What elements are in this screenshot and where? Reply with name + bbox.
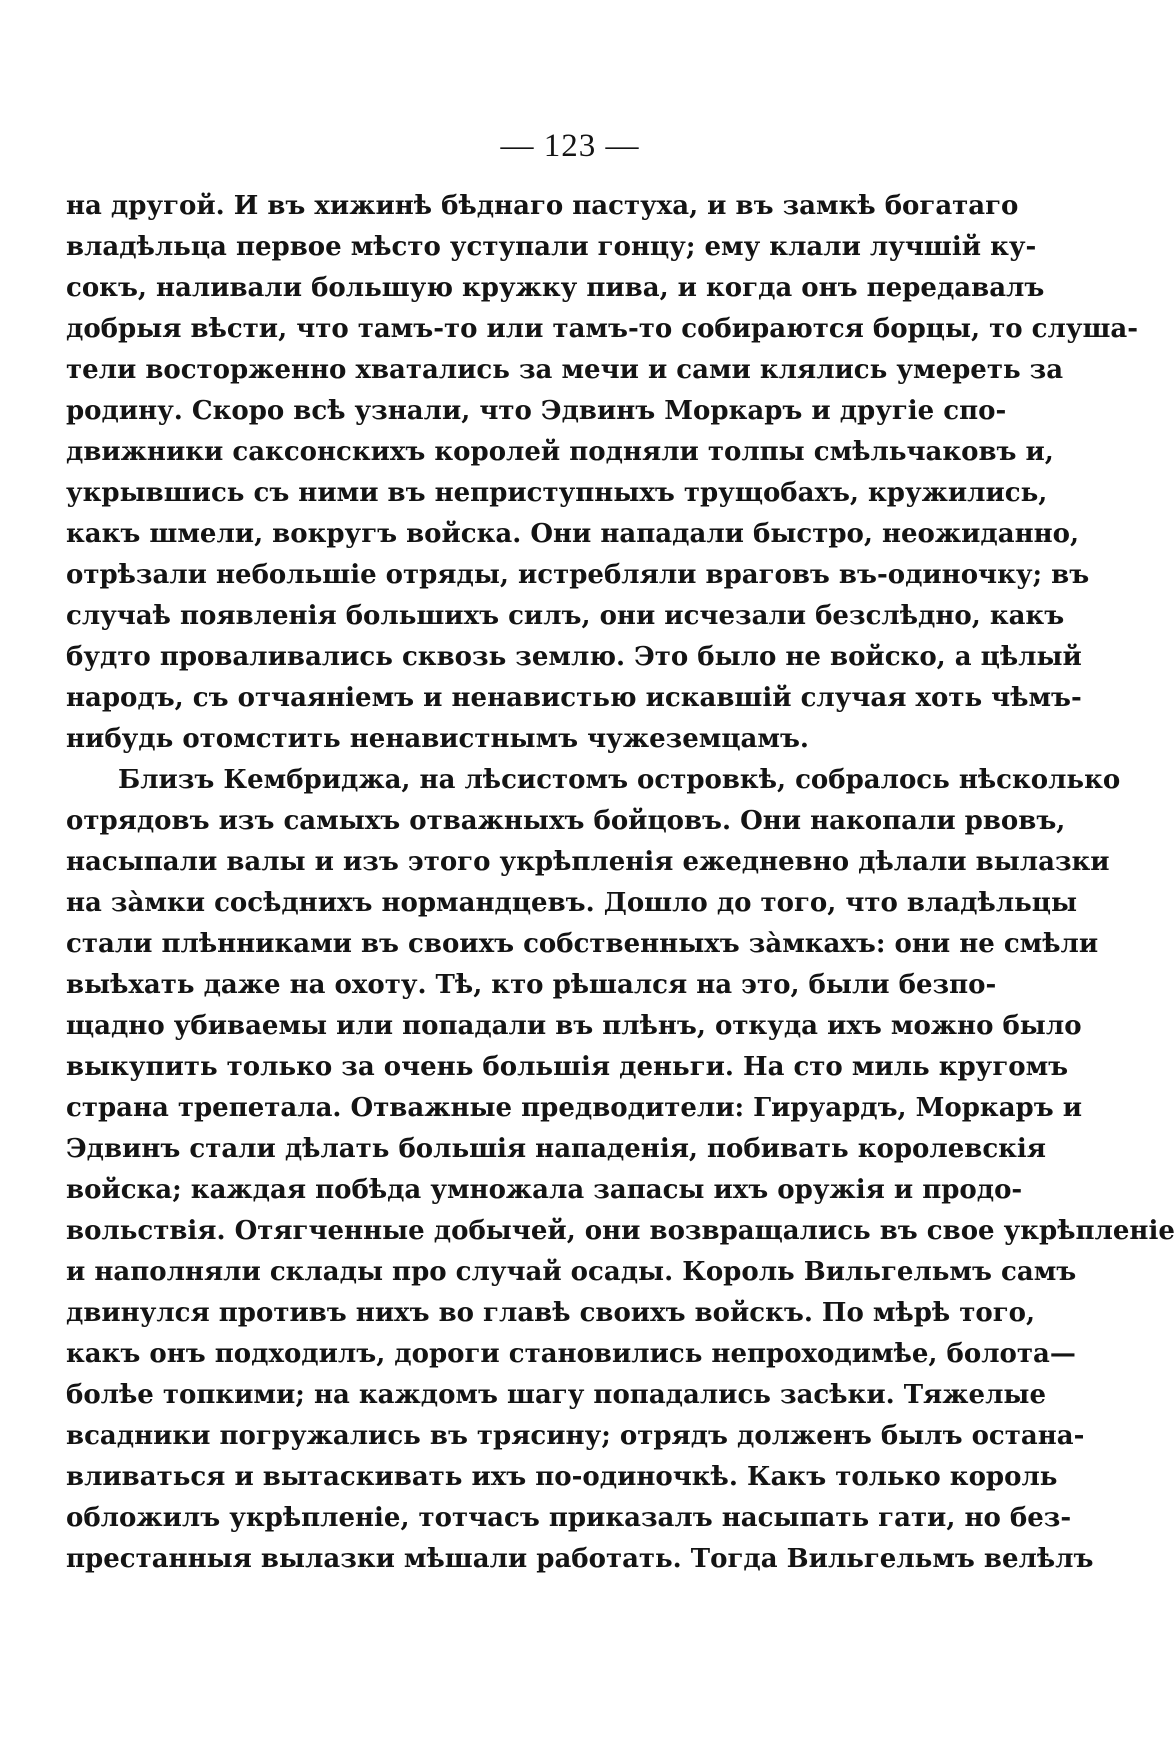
text-line: на зàмки сосѣднихъ нормандцевъ. Дошло до того, что владѣльцы (66, 888, 1078, 918)
paragraph-1 (66, 186, 1139, 760)
text-line: Эдвинъ стали дѣлать большія нападенія, побивать королевскія (66, 1134, 1047, 1164)
text-line: на другой. И въ хижинѣ бѣднаго пастуха, и въ замкѣ богатаго (66, 191, 1019, 221)
text-line: вольствія. Отягченные добычей, они возвращались въ свое укрѣпленіе (66, 1216, 1175, 1246)
text-line: вливаться и вытаскивать ихъ по-одиночкѣ. Какъ только король (66, 1462, 1058, 1492)
text-line: выѣхать даже на охоту. Тѣ, кто рѣшался на это, были безпо- (66, 970, 997, 1000)
text-line: нибудь отомстить ненавистнымъ чужеземцамъ. (66, 724, 809, 754)
paragraph-2 (66, 760, 1175, 1580)
text-line: двинулся противъ нихъ во главѣ своихъ войскъ. По мѣрѣ того, (66, 1298, 1036, 1328)
text-line: войска; каждая побѣда умножала запасы ихъ оружія и продо- (66, 1175, 1023, 1205)
text-line: какъ шмели, вокругъ войска. Они нападали быстро, неожиданно, (66, 519, 1080, 549)
text-line: сокъ, наливали большую кружку пива, и когда онъ передавалъ (66, 273, 1045, 303)
text-line: какъ онъ подходилъ, дороги становились непроходимѣе, болота— (66, 1339, 1076, 1369)
text-line: тели восторженно хватались за мечи и сами клялись умереть за (66, 355, 1064, 385)
text-line: страна трепетала. Отважные предводители: Гируардъ, Моркаръ и (66, 1093, 1083, 1123)
text-line: отрядовъ изъ самыхъ отважныхъ бойцовъ. Они накопали рвовъ, (66, 806, 1066, 836)
text-line: родину. Скоро всѣ узнали, что Эдвинъ Моркаръ и другіе спо- (66, 396, 1007, 426)
text-line: выкупить только за очень большія деньги. На сто миль кругомъ (66, 1052, 1069, 1082)
text-line: укрывшись съ ними въ неприступныхъ трущобахъ, кружились, (66, 478, 1048, 508)
text-line: будто проваливались сквозь землю. Это было не войско, а цѣлый (66, 642, 1082, 672)
text-line: болѣе топкими; на каждомъ шагу попадались засѣки. Тяжелые (66, 1380, 1047, 1410)
text-line: владѣльца первое мѣсто уступали гонцу; ему клали лучшій ку- (66, 232, 1037, 262)
page-number: — 123 — (500, 128, 640, 164)
text-line: насыпали валы и изъ этого укрѣпленія ежедневно дѣлали вылазки (66, 847, 1110, 877)
text-line: и наполняли склады про случай осады. Король Вильгельмъ самъ (66, 1257, 1077, 1287)
text-line: случаѣ появленія большихъ силъ, они исчезали безслѣдно, какъ (66, 601, 1065, 631)
text-line: народъ, съ отчаяніемъ и ненавистью искавшій случая хоть чѣмъ- (66, 683, 1082, 713)
text-line: всадники погружались въ трясину; отрядъ долженъ былъ останa- (66, 1421, 1085, 1451)
text-line: отрѣзали небольшіе отряды, истребляли враговъ въ-одиночку; въ (66, 560, 1090, 590)
text-line: престанныя вылазки мѣшали работать. Тогда Вильгельмъ велѣлъ (66, 1544, 1094, 1574)
text-line: стали плѣнниками въ своихъ собственныхъ зàмкахъ: они не смѣли (66, 929, 1099, 959)
text-line: движники саксонскихъ королей подняли толпы смѣльчаковъ и, (66, 437, 1054, 467)
text-line: Близъ Кембриджа, на лѣсистомъ островкѣ, собралось нѣсколько (118, 765, 1121, 795)
text-line: щадно убиваемы или попадали въ плѣнъ, откуда ихъ можно было (66, 1011, 1082, 1041)
text-line: обложилъ укрѣпленіе, тотчасъ приказалъ насыпать гати, но без- (66, 1503, 1072, 1533)
text-line: добрыя вѣсти, что тамъ-то или тамъ-то собираются борцы, то слуша- (66, 314, 1139, 344)
body-text (66, 186, 1175, 1580)
